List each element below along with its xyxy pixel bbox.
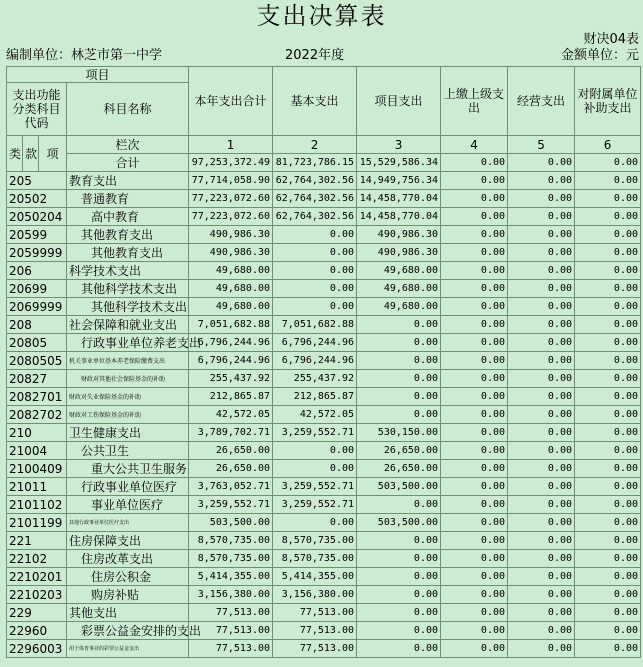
code-cell: 2059999 [7,244,67,262]
table-row [7,478,641,496]
value-cell: 0.00 [441,388,508,406]
code-cell: 22102 [7,550,67,568]
value-cell: 0.00 [508,172,575,190]
value-cell: 490,986.30 [189,226,273,244]
value-cell: 0.00 [575,496,641,514]
value-cell: 49,680.00 [357,262,441,280]
value-cell: 0.00 [575,244,641,262]
table-row [7,532,641,550]
value-cell: 5,414,355.00 [189,568,273,586]
col-no-5: 5 [508,136,575,154]
value-cell: 0.00 [441,622,508,640]
col-no-2: 2 [273,136,357,154]
col-no-3: 3 [357,136,441,154]
value-cell: 0.00 [273,514,357,532]
value-cell: 0.00 [508,334,575,352]
value-cell: 0.00 [508,550,575,568]
code-cell: 2100409 [7,460,67,478]
value-cell: 0.00 [575,550,641,568]
code-cell: 22960 [7,622,67,640]
value-cell: 0.00 [357,352,441,370]
value-cell: 0.00 [441,370,508,388]
code-cell: 20827 [7,370,67,388]
value-cell: 0.00 [508,568,575,586]
value-cell: 77,223,072.60 [189,190,273,208]
value-cell: 14,458,770.04 [357,208,441,226]
value-cell: 0.00 [575,514,641,532]
value-cell: 0.00 [508,460,575,478]
value-cell: 0.00 [575,442,641,460]
value-cell: 0.00 [273,460,357,478]
value-cell: 0.00 [508,514,575,532]
value-cell: 0.00 [575,424,641,442]
value-cell: 49,680.00 [189,298,273,316]
table-row [7,604,641,622]
value-cell: 3,259,552.71 [273,424,357,442]
value-cell: 255,437.92 [189,370,273,388]
value-cell: 0.00 [441,190,508,208]
table-row [7,244,641,262]
total-cell: 0.00 [441,154,508,172]
value-cell: 0.00 [508,442,575,460]
meta-row [0,46,643,66]
value-cell: 0.00 [357,532,441,550]
value-cell: 0.00 [575,352,641,370]
value-cell: 0.00 [508,424,575,442]
subject-name-cell: 普通教育 [67,190,189,208]
value-cell: 0.00 [508,262,575,280]
value-cell: 0.00 [441,262,508,280]
subject-name-cell: 彩票公益金安排的支出 [67,622,189,640]
table-row [7,622,641,640]
value-cell: 8,570,735.00 [189,532,273,550]
col-no-1: 1 [189,136,273,154]
subject-name-cell: 其他支出 [67,604,189,622]
header-xiang: 项 [39,136,67,172]
value-cell: 0.00 [441,514,508,532]
value-cell: 77,513.00 [189,640,273,658]
code-cell: 21004 [7,442,67,460]
subject-name-cell: 教育支出 [67,172,189,190]
code-cell: 205 [7,172,67,190]
code-cell: 2082702 [7,406,67,424]
year-label: 2022年度 [285,48,345,63]
value-cell: 77,513.00 [273,622,357,640]
header-lei: 类 [7,136,23,172]
value-cell: 0.00 [441,478,508,496]
table-row [7,370,641,388]
table-row [7,496,641,514]
value-cell: 7,051,682.88 [273,316,357,334]
table-row [7,388,641,406]
subject-name-cell: 用于体育事业的彩票公益金支出 [67,640,189,658]
value-cell: 8,570,735.00 [273,532,357,550]
value-cell: 62,764,302.56 [273,172,357,190]
value-cell: 0.00 [273,442,357,460]
table-row [7,442,641,460]
value-cell: 0.00 [508,622,575,640]
code-cell: 2210201 [7,568,67,586]
value-cell: 0.00 [357,604,441,622]
value-cell: 26,650.00 [189,442,273,460]
table-row [7,262,641,280]
value-cell: 503,500.00 [189,514,273,532]
value-cell: 0.00 [575,190,641,208]
header-func-code: 支出功能分类科目代码 [7,83,67,136]
value-cell: 0.00 [508,244,575,262]
table-row [7,298,641,316]
subject-name-cell: 财政对工伤保险基金的补助 [67,406,189,424]
value-cell: 0.00 [575,262,641,280]
table-row [7,640,641,658]
subject-name-cell: 财政对失业保险基金的补助 [67,388,189,406]
value-cell: 6,796,244.96 [273,334,357,352]
header-project: 项目 [7,67,189,83]
code-cell: 210 [7,424,67,442]
subject-name-cell: 住房公积金 [67,568,189,586]
value-cell: 77,513.00 [273,640,357,658]
value-cell: 5,414,355.00 [273,568,357,586]
value-cell: 42,572.05 [273,406,357,424]
value-cell: 0.00 [441,352,508,370]
value-cell: 0.00 [575,568,641,586]
code-cell: 2101199 [7,514,67,532]
header-column-no: 栏次 [67,136,189,154]
value-cell: 0.00 [441,298,508,316]
value-cell: 0.00 [441,442,508,460]
table-row [7,586,641,604]
value-cell: 62,764,302.56 [273,190,357,208]
value-cell: 212,865.87 [189,388,273,406]
subject-name-cell: 其他教育支出 [67,244,189,262]
code-cell: 20599 [7,226,67,244]
code-cell: 2069999 [7,298,67,316]
value-cell: 77,714,058.90 [189,172,273,190]
table-row [7,316,641,334]
value-cell: 49,680.00 [357,280,441,298]
value-cell: 0.00 [508,406,575,424]
header-basic: 基本支出 [273,67,357,136]
value-cell: 77,223,072.60 [189,208,273,226]
value-cell: 0.00 [575,172,641,190]
code-cell: 20502 [7,190,67,208]
header-subsidy: 对附属单位补助支出 [575,67,641,136]
value-cell: 490,986.30 [357,226,441,244]
subject-name-cell: 重大公共卫生服务 [67,460,189,478]
value-cell: 0.00 [357,640,441,658]
value-cell: 0.00 [273,298,357,316]
table-row [7,406,641,424]
value-cell: 8,570,735.00 [189,550,273,568]
expenditure-table [6,66,641,658]
col-no-4: 4 [441,136,508,154]
value-cell: 0.00 [575,532,641,550]
value-cell: 3,259,552.71 [273,496,357,514]
value-cell: 0.00 [357,370,441,388]
subject-name-cell: 事业单位医疗 [67,496,189,514]
value-cell: 0.00 [441,586,508,604]
value-cell: 0.00 [441,280,508,298]
table-row [7,172,641,190]
value-cell: 8,570,735.00 [273,550,357,568]
total-cell: 15,529,586.34 [357,154,441,172]
value-cell: 0.00 [508,496,575,514]
code-cell: 2080505 [7,352,67,370]
value-cell: 0.00 [575,640,641,658]
table-row [7,334,641,352]
value-cell: 0.00 [273,226,357,244]
subject-name-cell: 其他科学技术支出 [67,280,189,298]
value-cell: 0.00 [357,316,441,334]
header-total: 本年支出合计 [189,67,273,136]
value-cell: 0.00 [575,298,641,316]
subject-name-cell: 财政对其他社会保险基金的补助 [67,370,189,388]
form-code: 财决04表 [583,32,639,47]
value-cell: 0.00 [508,640,575,658]
value-cell: 49,680.00 [189,262,273,280]
table-row [7,514,641,532]
header-kuan: 款 [23,136,39,172]
value-cell: 0.00 [441,226,508,244]
value-cell: 26,650.00 [357,442,441,460]
value-cell: 0.00 [441,406,508,424]
value-cell: 6,796,244.96 [189,334,273,352]
code-cell: 20805 [7,334,67,352]
value-cell: 6,796,244.96 [189,352,273,370]
value-cell: 0.00 [357,406,441,424]
value-cell: 0.00 [575,478,641,496]
header-upper: 上缴上级支出 [441,67,508,136]
value-cell: 49,680.00 [357,298,441,316]
value-cell: 0.00 [357,568,441,586]
value-cell: 77,513.00 [273,604,357,622]
code-cell: 2101102 [7,496,67,514]
value-cell: 0.00 [575,280,641,298]
subject-name-cell: 高中教育 [67,208,189,226]
value-cell: 0.00 [508,316,575,334]
value-cell: 77,513.00 [189,622,273,640]
value-cell: 3,789,702.71 [189,424,273,442]
value-cell: 77,513.00 [189,604,273,622]
value-cell: 0.00 [575,388,641,406]
value-cell: 3,259,552.71 [273,478,357,496]
value-cell: 0.00 [508,190,575,208]
value-cell: 3,156,380.00 [273,586,357,604]
money-unit: 金额单位：元 [560,48,639,63]
subject-name-cell: 住房改革支出 [67,550,189,568]
value-cell: 0.00 [575,586,641,604]
value-cell: 0.00 [508,478,575,496]
value-cell: 503,500.00 [357,514,441,532]
subject-name-cell: 其他行政事业单位医疗支出 [67,514,189,532]
table-row [7,190,641,208]
header-subject-name: 科目名称 [67,83,189,136]
value-cell: 0.00 [508,604,575,622]
value-cell: 490,986.30 [189,244,273,262]
value-cell: 6,796,244.96 [273,352,357,370]
value-cell: 0.00 [508,388,575,406]
value-cell: 3,259,552.71 [189,496,273,514]
subject-name-cell: 住房保障支出 [67,532,189,550]
subject-name-cell: 公共卫生 [67,442,189,460]
total-cell: 0.00 [575,154,641,172]
subject-name-cell: 购房补贴 [67,586,189,604]
subject-name-cell: 行政事业单位医疗 [67,478,189,496]
value-cell: 0.00 [575,370,641,388]
code-cell: 2050204 [7,208,67,226]
value-cell: 14,949,756.34 [357,172,441,190]
header-sum: 合计 [67,154,189,172]
value-cell: 0.00 [441,334,508,352]
table-row [7,550,641,568]
table-row [7,568,641,586]
value-cell: 0.00 [357,586,441,604]
value-cell: 0.00 [441,496,508,514]
value-cell: 0.00 [357,550,441,568]
value-cell: 0.00 [575,334,641,352]
value-cell: 42,572.05 [189,406,273,424]
value-cell: 490,986.30 [357,244,441,262]
value-cell: 0.00 [508,226,575,244]
value-cell: 0.00 [441,460,508,478]
unit-label: 编制单位：林芝市第一中学 [6,48,163,63]
value-cell: 0.00 [357,334,441,352]
value-cell: 14,458,770.04 [357,190,441,208]
code-cell: 2296003 [7,640,67,658]
value-cell: 0.00 [273,262,357,280]
code-cell: 2210203 [7,586,67,604]
value-cell: 0.00 [575,406,641,424]
subject-name-cell: 社会保障和就业支出 [67,316,189,334]
total-cell: 0.00 [508,154,575,172]
code-cell: 2082701 [7,388,67,406]
subject-name-cell: 其他教育支出 [67,226,189,244]
value-cell: 0.00 [508,280,575,298]
table-row [7,460,641,478]
value-cell: 7,051,682.88 [189,316,273,334]
subject-name-cell: 行政事业单位养老支出 [67,334,189,352]
code-cell: 20699 [7,280,67,298]
value-cell: 3,156,380.00 [189,586,273,604]
subject-name-cell: 科学技术支出 [67,262,189,280]
value-cell: 0.00 [508,208,575,226]
value-cell: 0.00 [575,208,641,226]
value-cell: 0.00 [441,208,508,226]
value-cell: 0.00 [508,586,575,604]
code-cell: 21011 [7,478,67,496]
value-cell: 0.00 [508,370,575,388]
value-cell: 530,150.00 [357,424,441,442]
value-cell: 0.00 [508,352,575,370]
header-operating: 经营支出 [508,67,575,136]
value-cell: 0.00 [357,622,441,640]
value-cell: 49,680.00 [189,280,273,298]
table-title: 支出决算表 [256,2,387,30]
code-cell: 229 [7,604,67,622]
value-cell: 0.00 [441,532,508,550]
value-cell: 0.00 [441,316,508,334]
value-cell: 0.00 [441,550,508,568]
subject-name-cell: 卫生健康支出 [67,424,189,442]
value-cell: 62,764,302.56 [273,208,357,226]
value-cell: 0.00 [575,226,641,244]
value-cell: 0.00 [441,172,508,190]
value-cell: 0.00 [441,640,508,658]
value-cell: 0.00 [441,244,508,262]
table-row [7,280,641,298]
value-cell: 0.00 [273,280,357,298]
value-cell: 3,763,052.71 [189,478,273,496]
col-no-6: 6 [575,136,641,154]
value-cell: 0.00 [441,604,508,622]
value-cell: 0.00 [441,424,508,442]
table-row [7,352,641,370]
value-cell: 0.00 [575,604,641,622]
value-cell: 0.00 [441,568,508,586]
table-row [7,208,641,226]
value-cell: 0.00 [357,388,441,406]
header-project-expense: 项目支出 [357,67,441,136]
value-cell: 26,650.00 [189,460,273,478]
value-cell: 0.00 [575,460,641,478]
value-cell: 255,437.92 [273,370,357,388]
value-cell: 0.00 [357,496,441,514]
value-cell: 0.00 [508,532,575,550]
subject-name-cell: 机关事业单位基本养老保险缴费支出 [67,352,189,370]
table-row [7,226,641,244]
code-cell: 208 [7,316,67,334]
value-cell: 0.00 [575,622,641,640]
code-cell: 221 [7,532,67,550]
value-cell: 212,865.87 [273,388,357,406]
total-cell: 97,253,372.49 [189,154,273,172]
subject-name-cell: 其他科学技术支出 [67,298,189,316]
value-cell: 0.00 [273,244,357,262]
value-cell: 0.00 [575,316,641,334]
value-cell: 26,650.00 [357,460,441,478]
table-row [7,424,641,442]
total-cell: 81,723,786.15 [273,154,357,172]
value-cell: 503,500.00 [357,478,441,496]
value-cell: 0.00 [508,298,575,316]
code-cell: 206 [7,262,67,280]
